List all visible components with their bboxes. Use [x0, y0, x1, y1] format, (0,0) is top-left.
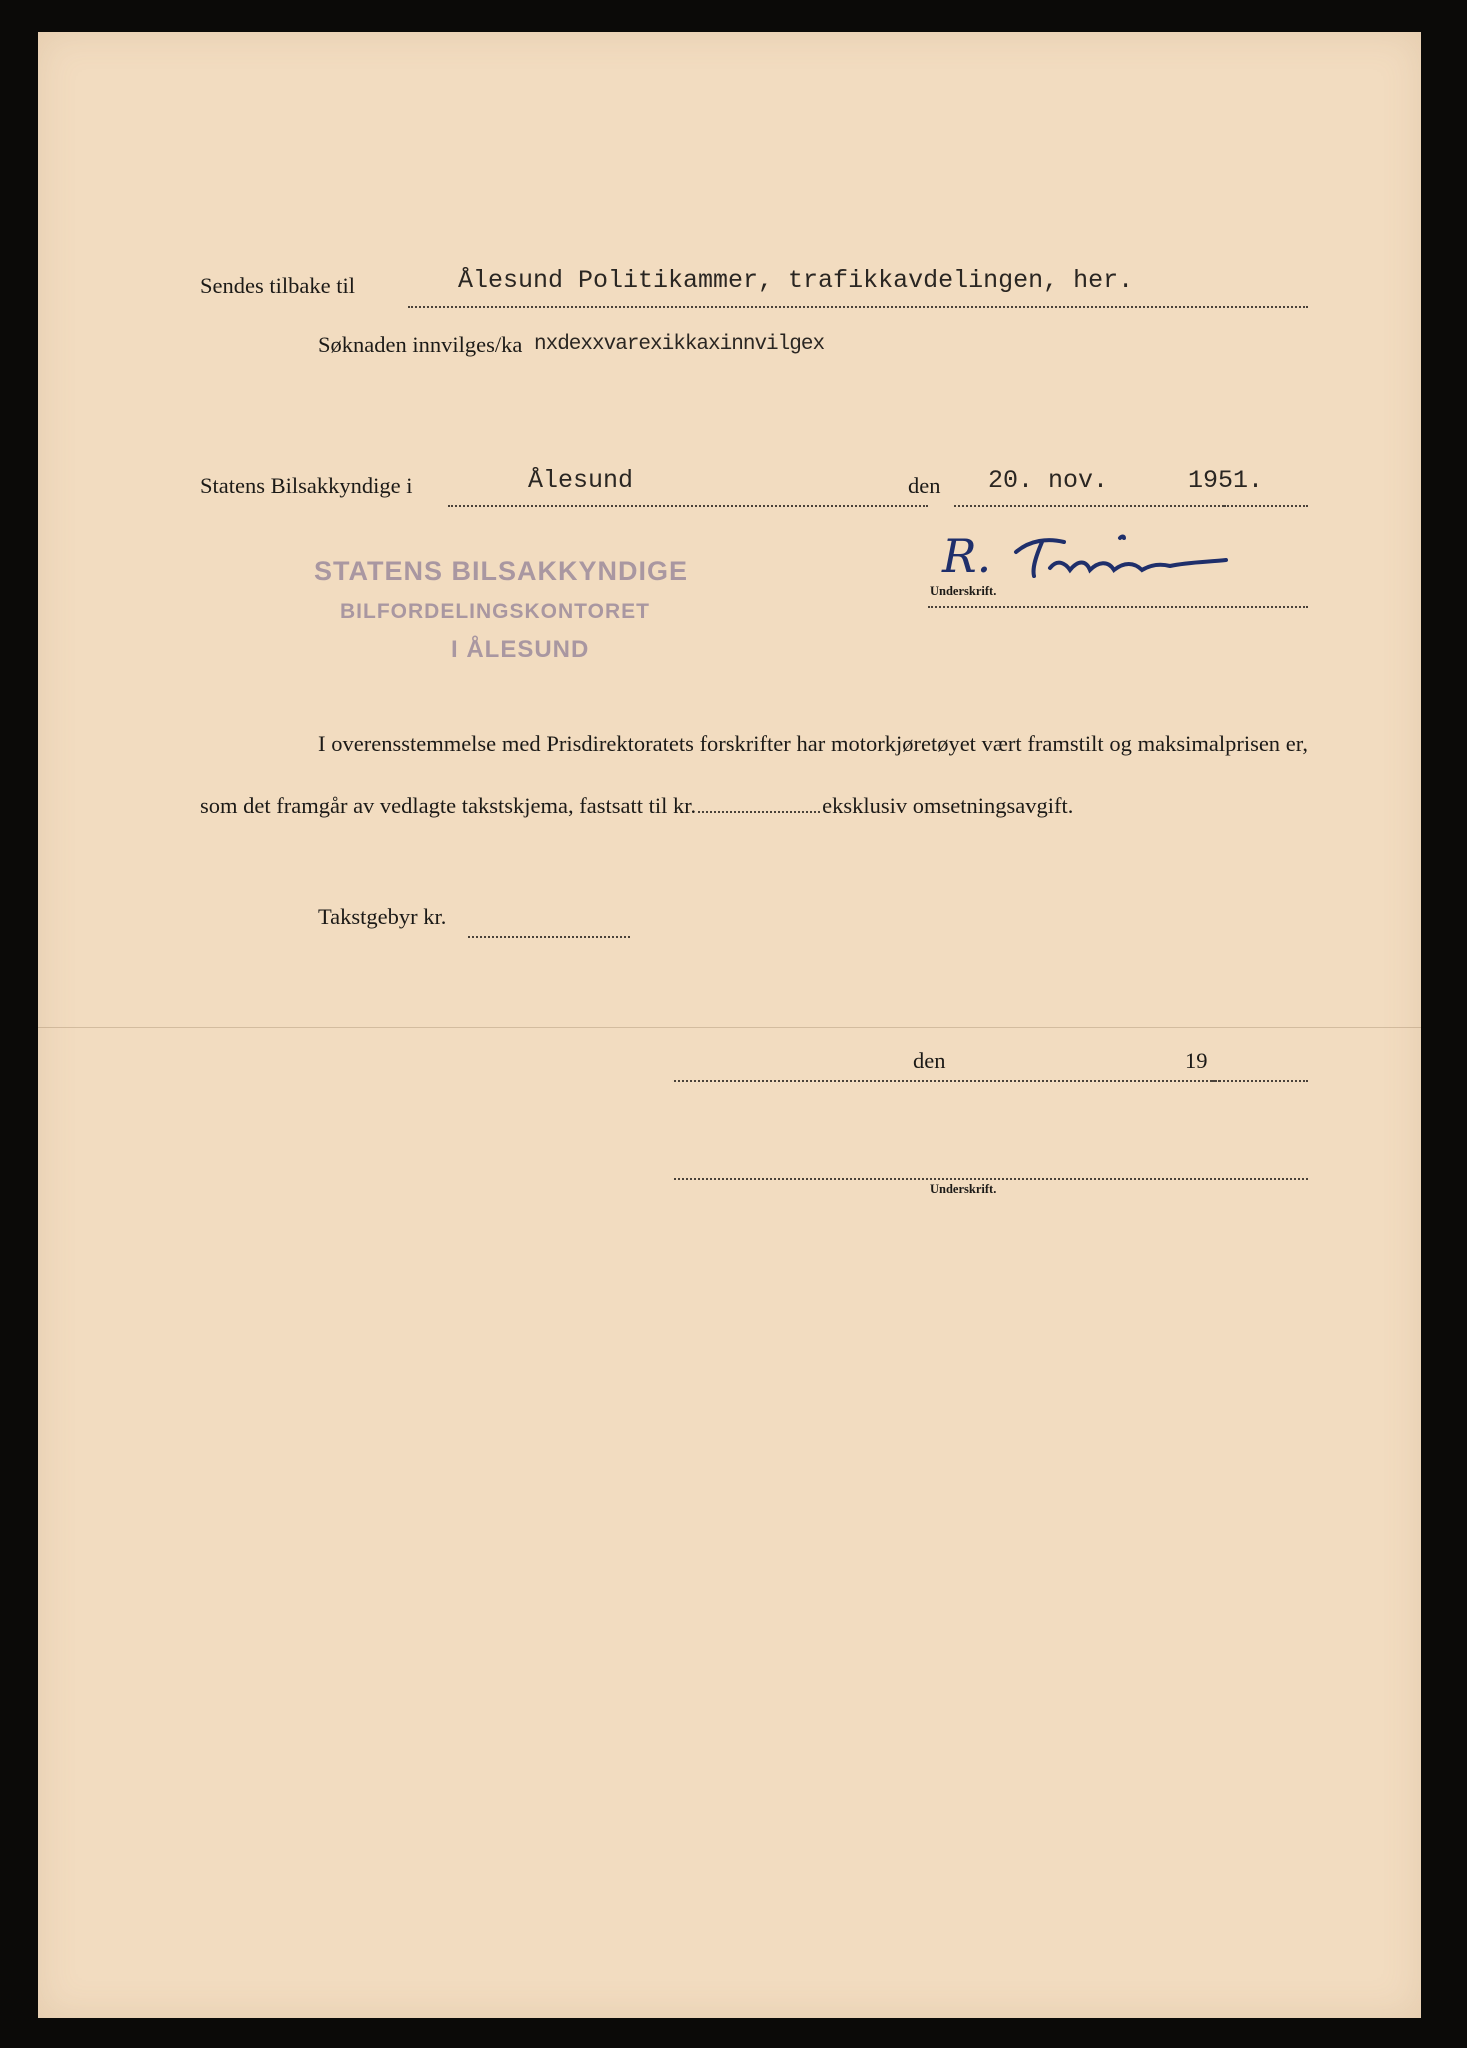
signature2-caption: Underskrift.: [930, 1182, 997, 1196]
place2-field: [674, 1048, 952, 1082]
fee-field: [468, 904, 630, 938]
return-label: Sendes tilbake til: [200, 273, 355, 298]
document-page: [38, 32, 1421, 2018]
application-struck-text: nxdexxvarexikkaxinnvilgex: [534, 333, 825, 356]
paragraph-part2: eksklusiv omsetningsavgift.: [822, 793, 1074, 818]
handwritten-signature: [938, 520, 1268, 590]
signature2-line: [674, 1146, 1308, 1180]
price-paragraph: [200, 713, 1308, 837]
stamp-line2: BILFORDELINGSKONTORET: [340, 600, 650, 623]
place-field: [448, 473, 928, 507]
fold-crease: [38, 1027, 1421, 1028]
date-value: 20. nov.: [988, 466, 1109, 495]
inspector-place: Ålesund: [528, 466, 634, 495]
date2-field: [954, 1048, 1220, 1082]
inspector-label: Statens Bilsakkyndige i: [200, 473, 413, 498]
stamp-line3: I ÅLESUND: [451, 636, 590, 663]
fee-label: Takstgebyr kr.: [318, 904, 447, 929]
signature-initial: R.: [942, 529, 992, 583]
price-field: [698, 787, 820, 813]
return-value: Ålesund Politikammer, trafikkavdelingen, her.: [458, 266, 1134, 295]
den-label: den: [908, 473, 941, 498]
year2-field: [1212, 1048, 1308, 1082]
stamp-line1: STATENS BILSAKKYNDIGE: [314, 556, 689, 586]
signature-caption: Underskrift.: [930, 584, 997, 598]
den2-label: den: [913, 1048, 946, 1073]
year2-prefix: 19: [1185, 1048, 1208, 1073]
application-label: Søknaden innvilges/ka: [318, 332, 523, 357]
paragraph-part1: I overensstemmelse med Prisdirektoratets forskrifter har motorkjøretøyet vært framstilt og maksimalprisen er, som det framgår av vedlagte takstskjema, fastsatt til kr.: [200, 731, 1308, 818]
year-value: 1951.: [1188, 466, 1264, 495]
